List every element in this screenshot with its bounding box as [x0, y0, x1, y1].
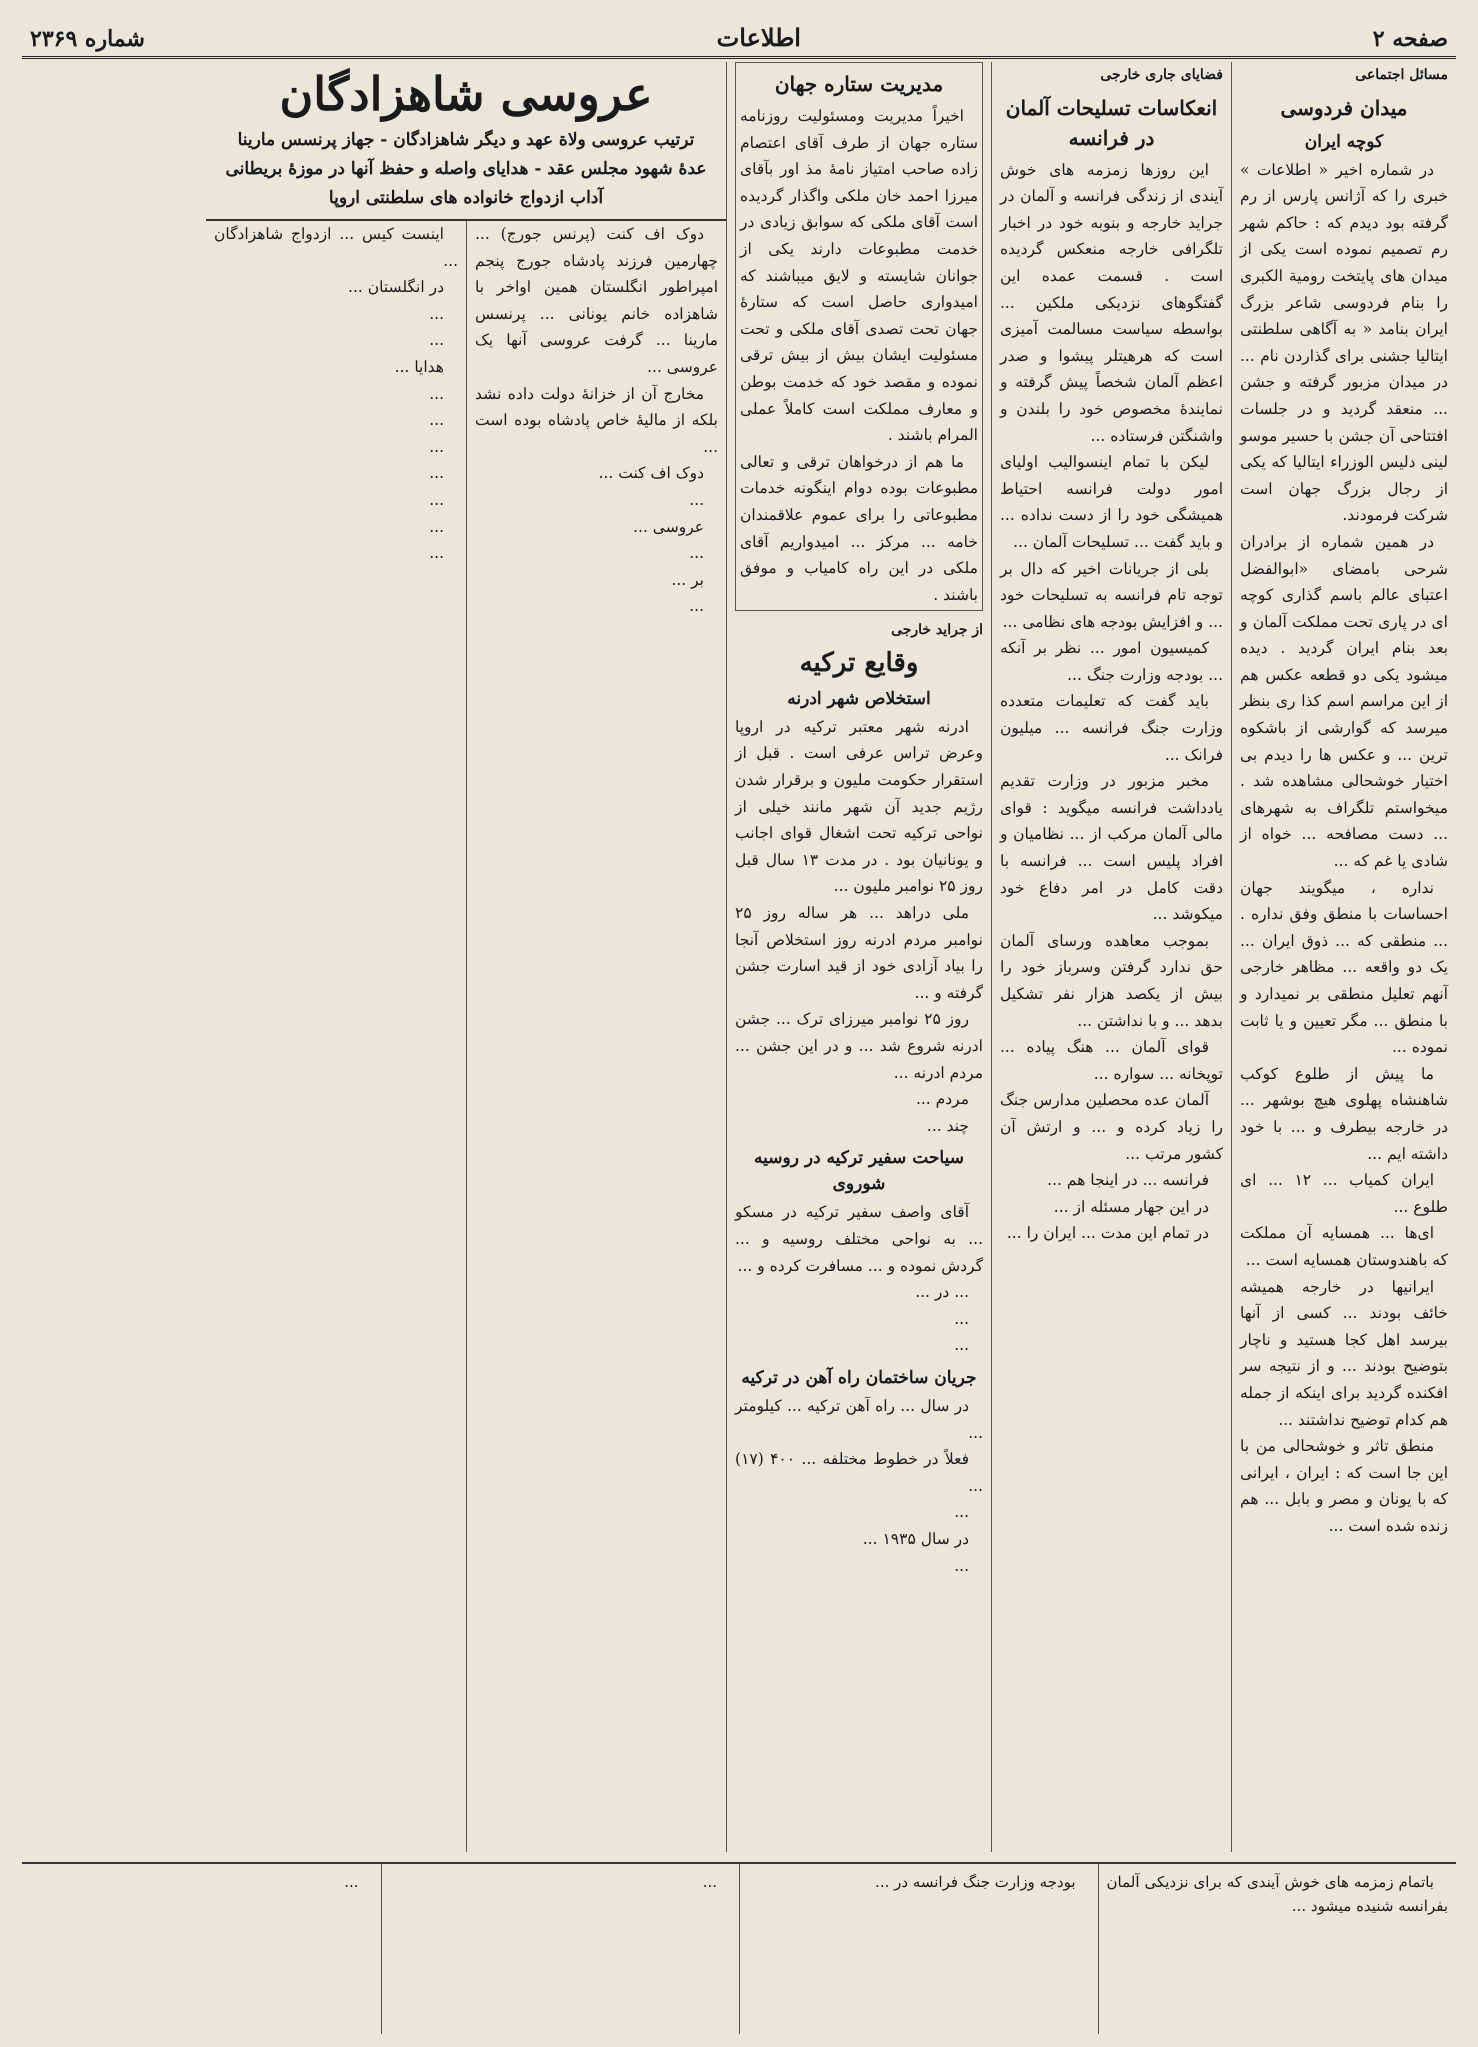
paragraph: در انگلستان ... — [348, 278, 444, 297]
paragraph: ... — [429, 331, 444, 350]
paragraph: ... — [344, 1873, 359, 1891]
paragraph: در سال ... راه آهن ترکیه ... کیلومتر ... — [735, 1396, 983, 1442]
article-title: انعکاسات تسلیحات آلمان در فرانسه — [1005, 95, 1218, 150]
paragraph: مخارج آن از خزانهٔ دولت داده نشد بلکه از مالیهٔ خاص پادشاه بوده است ... — [475, 384, 718, 456]
wedding-columns — [206, 221, 726, 1852]
paragraph: هدایا ... — [394, 357, 444, 376]
paragraph: قوای آلمان ... هنگ پیاده ... توپخانه ... سواره ... — [1000, 1038, 1223, 1083]
paragraph: ... — [954, 1503, 969, 1522]
headline: عروسی شاهزادگان — [279, 67, 653, 121]
paragraph: لیکن با تمام اینسوالیب اولیای امور دولت فرانسه احتیاط همیشگی خود را از دست نداده ... و باید گفت ... تسلیحات آلمان ... — [1000, 453, 1223, 551]
footer-column — [1098, 1864, 1457, 2034]
paragraph: دوک اف کنت (پرنس جورج) ... چهارمین فرزند پادشاه جورج پنجم امپراطور انگلستان همین اواخر با شاهزاده خانم یونانی ... پرنسس مارینا ... گرفت عروسی آنها یک عروسی ... — [475, 225, 718, 376]
main-columns — [22, 62, 1456, 1852]
newspaper-name: اطلاعات — [716, 23, 801, 52]
article-title: وقایع ترکیه — [799, 647, 919, 678]
paragraph: ... — [429, 304, 444, 323]
paragraph: ملی دراهد ... هر ساله روز ۲۵ نوامبر مردم ادرنه روز استخلاص آنجا را بیاد آزادی خود از قید اسارت جشن گرفته و ... — [735, 904, 983, 1002]
article-title: میدان فردوسی — [1280, 95, 1408, 120]
paragraph: آلمان عده محصلین مدارس جنگ را زیاد کرده و ... و ارتش آن کشور مرتب ... — [1000, 1091, 1223, 1163]
column-press — [726, 62, 991, 1852]
article-subtitle: استخلاص شهر ادرنه — [787, 688, 931, 709]
wedding-column-left — [206, 221, 466, 1852]
paragraph: در سال ۱۹۳۵ ... — [862, 1529, 969, 1548]
paragraph: این روزها زمزمه های خوش آیندی از زندگی فرانسه و آلمان در جراید خارجه و بنوبه خود در اخبار تلگرافی خارجه منعکس گردیده است . قسمت عمده این گفتگوهای نزدیکی ملکین ... بواسطه سیاست مسالمت آمیزی است که هرهیتلر پیشوا و صدر اعظم آلمان شخصاً پیش گرفته و نمایندهٔ مخصوص خود را بلندن و واشنگتن فرستاده ... — [1000, 160, 1223, 445]
wedding-header — [206, 62, 726, 221]
paragraph: ... — [702, 1873, 717, 1891]
paragraph: ... — [954, 1336, 969, 1355]
article-subtitle: سیاحت سفیر ترکیه در روسیه شوروی — [754, 1148, 964, 1195]
paragraph: ... — [689, 597, 704, 616]
footer-column — [739, 1864, 1098, 2034]
paragraph: ... — [689, 544, 704, 563]
paragraph: ... — [429, 464, 444, 483]
article-subtitle: کوچه ایران — [1304, 131, 1384, 152]
footer-column — [22, 1864, 381, 2034]
paragraph: ایرانیها در خارجه همیشه خائف بودند ... کسی از آنها بیرسد اهل کجا هستید و ناچار بتوضیح بودند ... و از نتیجه سر افکنده گردید برای اینکه از جمله هم کدام توضیح نداشتند ... — [1240, 1277, 1448, 1429]
masthead — [22, 18, 1456, 59]
page-number: صفحه ۲ — [1372, 26, 1448, 52]
paragraph: باید گفت که تعلیمات متعدده وزارت جنگ فرانسه ... میلیون فرانک ... — [1000, 692, 1223, 764]
footer-strip — [22, 1862, 1456, 2034]
paragraph: فرانسه ... در اینجا هم ... — [1047, 1171, 1209, 1190]
section-kicker: مسائل اجتماعی — [1355, 67, 1448, 83]
wedding-column-right — [466, 221, 726, 1852]
paragraph: بلی از جریانات اخیر که دال بر توجه تام فرانسه به تسلیحات خود ... و افزایش بودجه های نظامی ... — [1000, 559, 1223, 631]
paragraph: بودجه وزارت جنگ فرانسه در ... — [875, 1873, 1076, 1891]
paragraph: ای‌ها ... همسایه آن مملکت که باهندوستان همسایه است ... — [1240, 1224, 1448, 1269]
footer-column — [381, 1864, 740, 2034]
column-social — [1231, 62, 1456, 1852]
paragraph: ما هم از درخواهان ترقی و تعالی مطبوعات بوده دوام اینگونه خدمات مطبوعاتی را برای عموم علاقمندان خامه ... مرکز ... امیدواریم آقای ملکی در این راه کامیاب و موفق باشند . — [740, 452, 978, 604]
paragraph: ... — [954, 1309, 969, 1328]
subheadline: عدهٔ شهود مجلس عقد - هدایای واصله و حفظ آنها در موزهٔ بریطانی — [225, 159, 707, 179]
paragraph: نداره ، میگویند جهان احساسات با منطق وفق نداره . ... منطقی که ... ذوق ایران ... یک دو واقعه ... مظاهر خارجی آنهم تعلیل منطقی بر نمیدارد و با منطق ... مگر تعیین و یا ثابت نموده ... — [1240, 878, 1448, 1057]
paragraph: در همین شماره از برادران شرحی بامضای «ابوالفضل اعتبای عالم باسم گذاری کوچه ای در پاری تحت مملکت آلمان و بعد بنام ایران گردید . دیده میشود یکی دو قطعه عکس هم از این مراسم اسم کذا ری بنظر میرسد که گوارشی از باشکوه ترین ... و عکس ها را دیدم بی اختیار خوشحالی مشاهده شد . میخواستم تلگراف به شهرهای ... دست مصافحه ... خواه از شادی یا غم که ... — [1240, 532, 1448, 871]
subheadline: آداب ازدواج خانواده های سلطنتی اروپا — [328, 188, 604, 208]
paragraph: ... در ... — [915, 1283, 969, 1302]
paragraph: روز ۲۵ نوامبر میرزای ترک ... جشن ادرنه شروع شد ... و در این جشن ... مردم ادرنه ... — [735, 1010, 983, 1082]
column-foreign-affairs — [991, 62, 1231, 1852]
paragraph: ... — [429, 490, 444, 509]
paragraph: ... — [429, 544, 444, 563]
subheadline: ترتیب عروسی ولاة عهد و دیگر شاهزادگان - جهاز پرنسس مارینا — [237, 130, 695, 150]
paragraph: منطق تاثر و خوشحالی من با این جا است که : ایران ، ایرانی که با یونان و مصر و بابل ... هم زنده شده است ... — [1240, 1437, 1448, 1535]
paragraph: کمیسیون امور ... نظر بر آنکه ... بودجه وزارت جنگ ... — [1000, 639, 1223, 684]
article-subtitle: جریان ساختمان راه آهن در ترکیه — [741, 1367, 977, 1388]
issue-number: شماره ۲۳۶۹ — [30, 26, 145, 52]
paragraph: ... — [429, 437, 444, 456]
paragraph: آقای واصف سفیر ترکیه در مسکو ... به نواحی مختلف روسیه و ... گردش نموده و ... مسافرت کرده و ... — [735, 1203, 983, 1275]
paragraph: ... — [689, 490, 704, 509]
paragraph: ... — [429, 517, 444, 536]
paragraph: چند ... — [926, 1116, 969, 1135]
paragraph: مردم ... — [915, 1090, 969, 1109]
paragraph: در این جهار مسئله از ... — [1053, 1197, 1209, 1216]
paragraph: اینست کیس ... ازدواج شاهزادگان ... — [214, 225, 458, 270]
paragraph: اخیراً مدیریت ومسئولیت روزنامه ستاره جهان از طرف آقای اعتصام زاده صاحب امتیاز نامهٔ مذ اور بآقای میرزا احمد خان ملکی واگذار گردیده است آقای ملکی که سوابق زیادی در خدمت مطبوعات دارند یکی از جوانان شایسته و لایق میباشند که امیدواری حاصل است که ستارهٔ جهان تحت تصدی آقای ملکی و تحت مسئولیت ایشان بیش از بیش ترقی نموده و مقصد خود که خدمت بوطن و معارف مملکت است کاملاً عملی المرام باشند . — [740, 107, 978, 445]
article-body — [1240, 157, 1448, 1540]
section-kicker: فضایای جاری خارجی — [1100, 67, 1223, 83]
paragraph: در تمام این مدت ... ایران را ... — [1006, 1224, 1209, 1243]
paragraph: ادرنه شهر معتبر ترکیه در اروپا وعرض تراس عرفی است . قبل از استقرار حکومت ملیون و برقرار شدن رژیم جدید آن شهر مانند خیلی از نواحی ترکیه تحت اشغال قوای اجانب و یونانیان بود . در مدت ۱۳ سال قبل روز ۲۵ نوامبر ملیون ... — [735, 717, 983, 896]
paragraph: ما پیش از طلوع کوکب شاهنشاه پهلوی هیچ بوشهر ... در خارجه بیطرف و ... با خود داشته ایم ... — [1240, 1064, 1448, 1163]
paragraph: ... — [429, 411, 444, 430]
wedding-article — [206, 62, 726, 1852]
paragraph: بموجب معاهده ورسای آلمان حق ندارد گرفتن وسرباز خود را بیش از یکصد هزار نفر تشکیل بدهد ... و با نداشتن ... — [1000, 931, 1223, 1030]
section-kicker: از جراید خارجی — [891, 622, 983, 639]
paragraph: ... — [954, 1556, 969, 1575]
paragraph: فعلاً در خطوط مختلفه ... ۴۰۰ (۱۷) ... — [735, 1450, 983, 1495]
paragraph: باتمام زمزمه های خوش آیندی که برای نزدیکی آلمان بفرانسه شنیده میشود ... — [1106, 1873, 1448, 1915]
paragraph: بر ... — [671, 570, 704, 589]
paragraph: در شماره اخیر « اطلاعات » خبری را که آژانس پارس از رم گرفته بود دیدم که : حاکم شهر رم تصمیم نموده است یکی از میدان های پایتخت رومیة الکبری را بنام فردوسی شاعر بزرگ ایران بنامد « به آگاهی سلطنتی ایتالیا جشنی برای گذاردن نام ... در میدان مزبور گرفته و جشن ... منعقد گردید و در جلسات افتتاحی آن جشن با حسیر موسو لینی دلیس الوزراء ایتالیا که یکی از رجال بزرگ جهان است شرکت فرمودند. — [1240, 160, 1448, 525]
notice-box — [735, 62, 983, 611]
paragraph: عروسی ... — [633, 517, 704, 536]
paragraph: ایران کمیاب ... ۱۲ ... ای طلوع ... — [1240, 1171, 1448, 1216]
paragraph: دوک اف کنت ... — [598, 464, 704, 483]
article-body — [1000, 157, 1223, 1247]
paragraph: مخبر مزبور در وزارت تقدیم یادداشت فرانسه میگوید : قوای مالی آلمان مرکب از ... نظامیان و افراد پلیس است ... فرانسه با دقت کامل در امر دفاع خود میکوشد ... — [1000, 772, 1223, 924]
article-title: مدیریت ستاره جهان — [774, 72, 944, 96]
paragraph: ... — [429, 384, 444, 403]
